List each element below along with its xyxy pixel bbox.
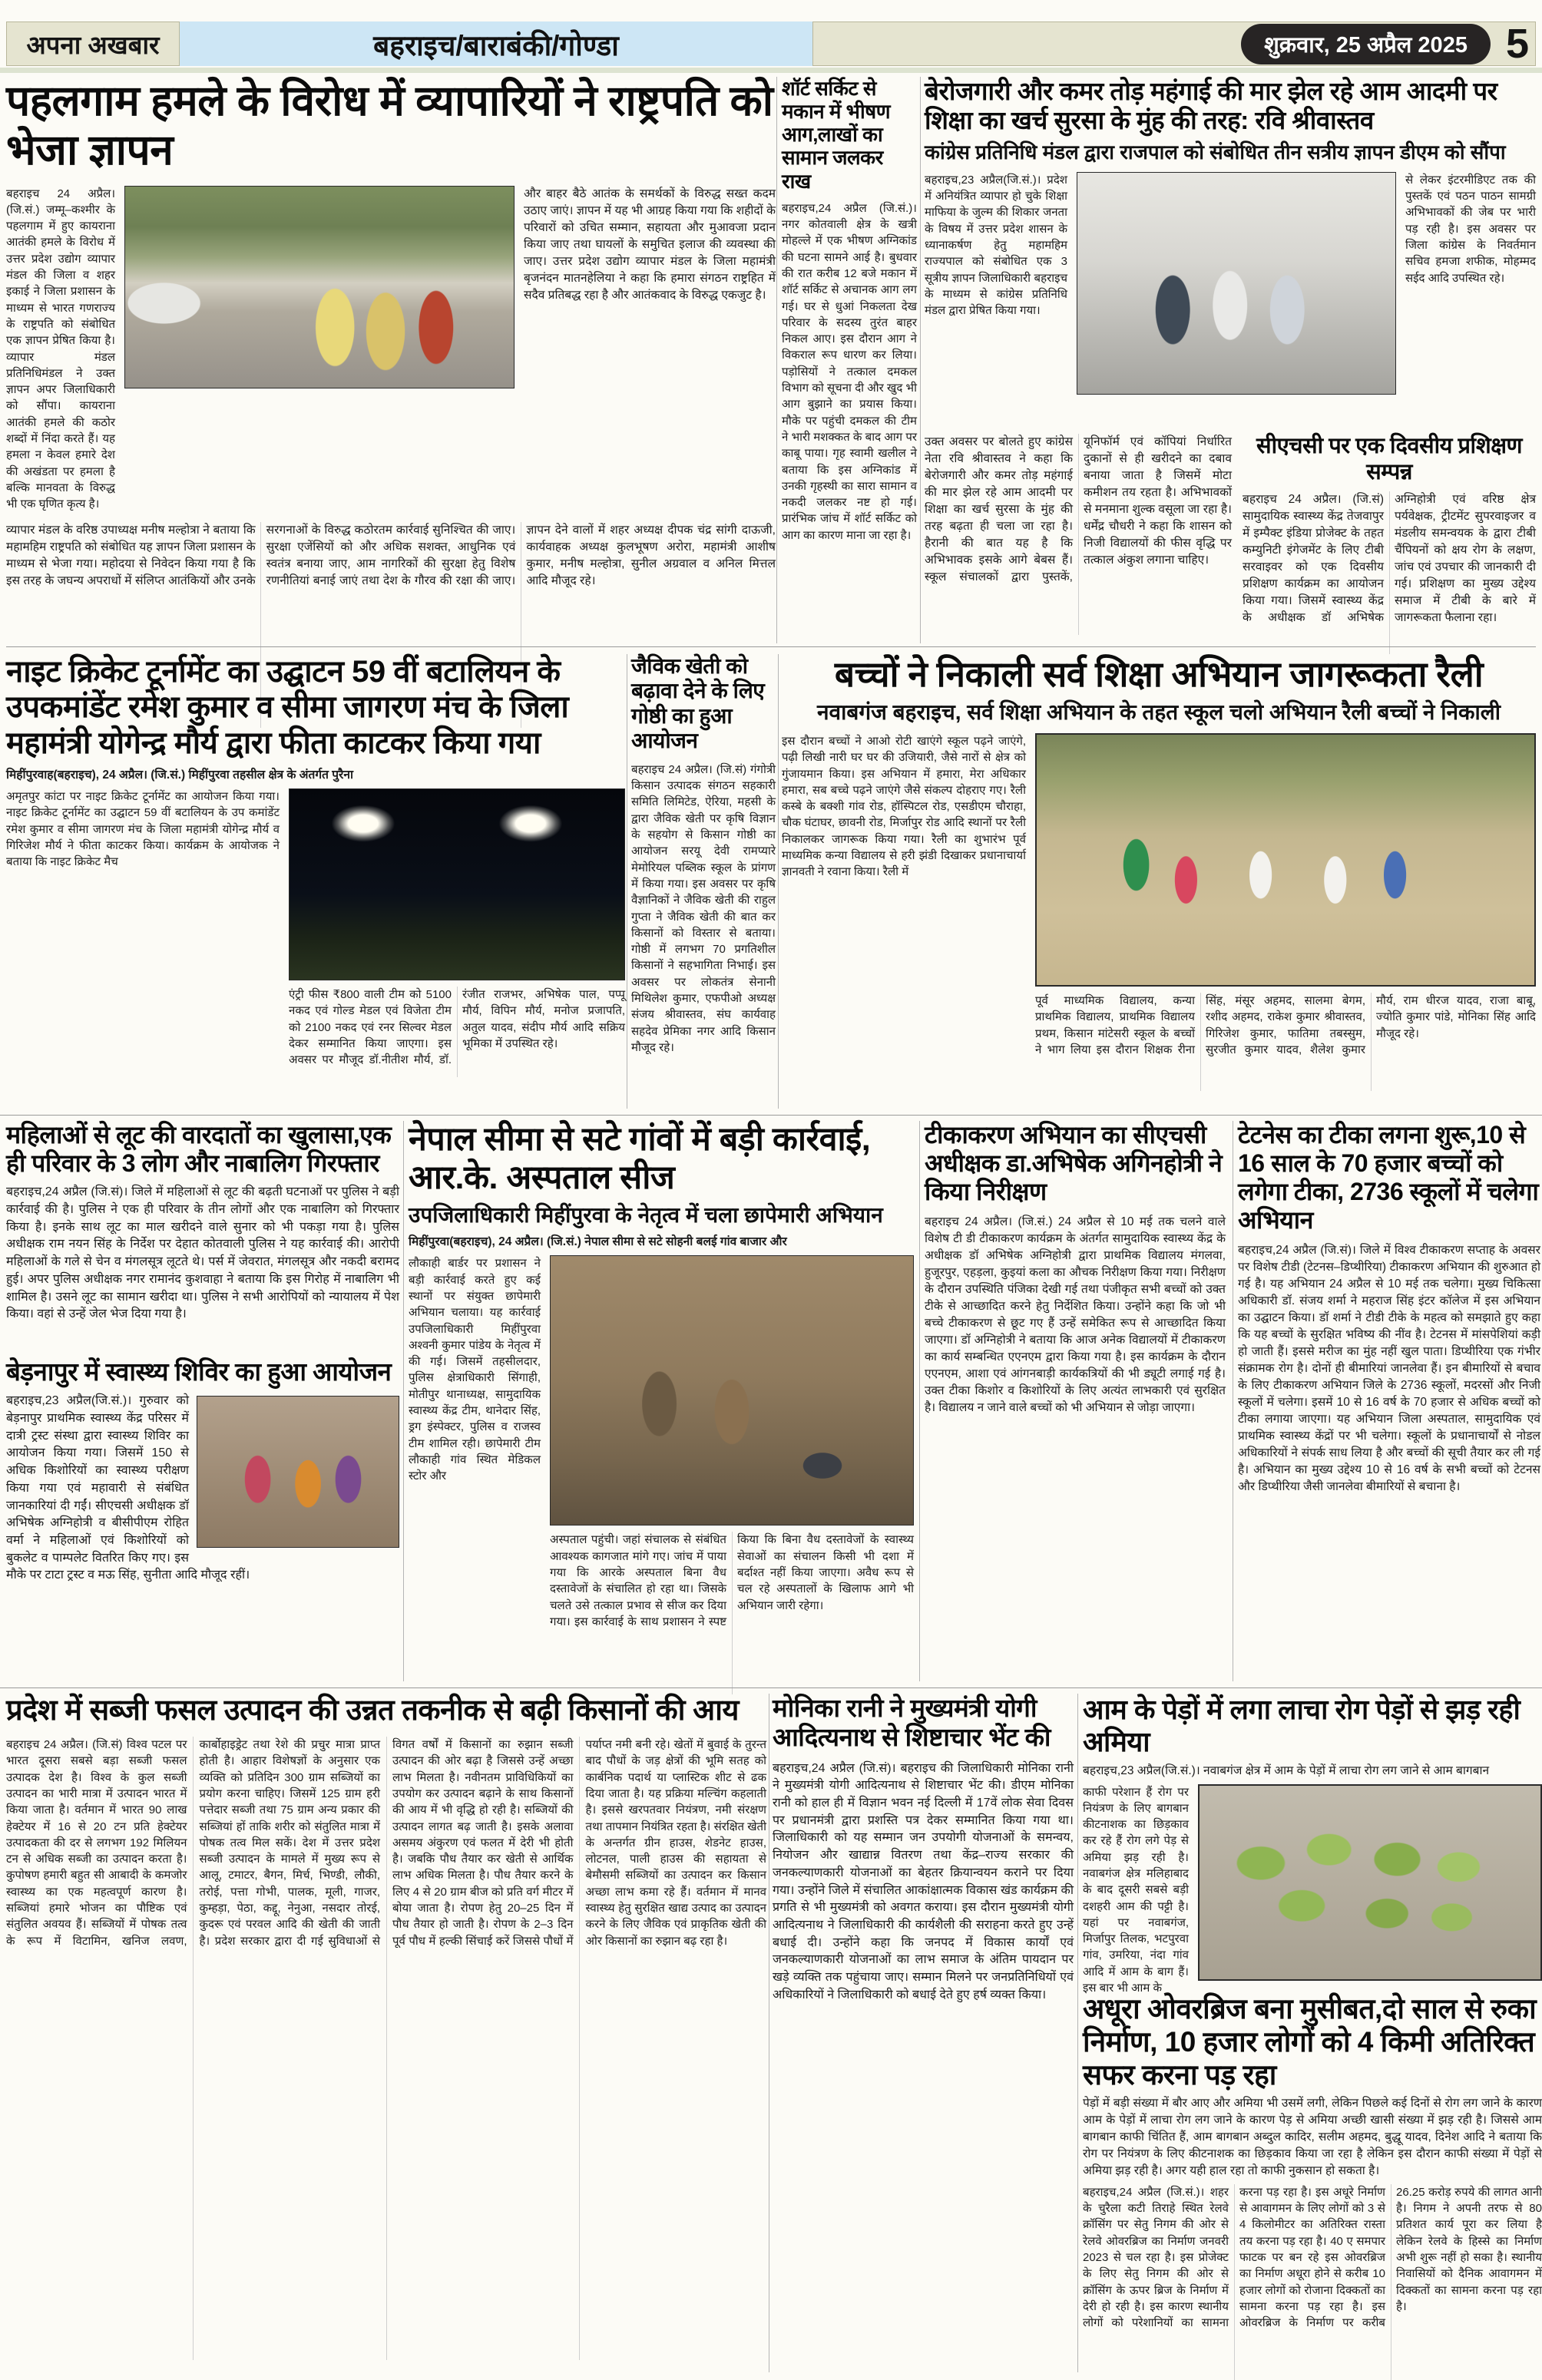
article-text: और बाहर बैठे आतंक के समर्थकों के विरुद्ध सख्त कदम उठाए जाएं। ज्ञापन में यह भी आग्रह किया गया कि शहीदों के परिवारों को उचित सम्मान, सहायता और मुआवजा प्रदान किया जाए तथा घायलों के समुचित इलाज की व्यवस्था की जाए। उत्तर प्रदेश उद्योग व्यापार मंडल के जिला महामंत्री बृजनंदन मातनहेलिया ने कहा कि हमारा संगठन राष्ट्रहित में सदैव प्रतिबद्ध रहा है और आतंकवाद के विरुद्ध एकजुट है।: [524, 187, 776, 302]
date-band: [812, 21, 1536, 66]
headline: प्रदेश में सब्जी फसल उत्पादन की उन्नत तकनीक से बढ़ी किसानों की आय: [6, 1694, 739, 1727]
newspaper-brand: अपना अखबार: [6, 21, 180, 66]
article-text: एंट्री फीस ₹800 वाली टीम को 5100 नकद एवं गोल्ड मेडल एवं विजेता टीम को 2100 नकद एवं रनर सिल्वर मेडल देकर सम्मानित किया जाएगा। इस अवसर पर मौजूद डॉ.नीतीश मौर्य, डॉ. रंजीत राजभर, अभिषेक पाल, पप्पू मौर्य, विपिन मौर्य, मनोज प्रजापति, अतुल यादव, संदीप मौर्य आदि सक्रिय भूमिका में उपस्थित रहे।: [289, 988, 625, 1067]
article-text: बहराइच 24 अप्रैल। (जि.सं.) 24 अप्रैल से 10 मई तक चलने वाले विशेष टी डी टीकाकरण कार्यक्रम के अंतर्गत सामुदायिक स्वास्थ्य केंद्र के अधीक्षक डॉ अभिषेक अग्निहोत्री द्वारा प्राथमिक विद्यालय मंगलवा, हुजूरपुर, एहड़ला, कुइयां कला का औचक निरीक्षण किया गया। निरीक्षण के दौरान उपस्थिति पंजिका देखी गई तथा पंजीकृत सभी बच्चों को उक्त टीके से आच्छादित करने हेतु निर्देशित किया। उन्होंने कहा कि जो भी बच्चे टीकाकरण से छूट गए हैं उन्हें समेकित रूप से आच्छादित किया जाएगा। डॉ अग्निहोत्री ने बताया कि आज अनेक विद्यालयों में टीकाकरण का कार्य सम्बन्धित एएनएम द्वारा किया गया है। इस कार्यक्रम के दौरान एएनएम, आशा एवं आंगनबाड़ी कार्यकत्रियों की भी ड्यूटी लगाई गई है। उक्त टीका किशोर व किशोरियों के लिए अत्यंत लाभकारी एवं सुरक्षित है। विद्यालय न जाने वाले बच्चों को भी अभियान से जोड़ा जाएगा।: [925, 1215, 1226, 1415]
headline: पहलगाम हमले के विरोध में व्यापारियों ने राष्ट्रपति को भेजा ज्ञापन: [6, 77, 773, 174]
photo-caption: पूर्व माध्यमिक विद्यालय, कन्या प्राथमिक विद्यालय, प्राथमिक विद्यालय प्रथम, किसान मांटेसरी स्कूल के बच्चों ने भाग लिया इस दौरान शिक्षक रीना सिंह, मंसूर अहमद, सालमा बेगम, रशीद अहमद, राकेश कुमार श्रीवास्तव, गिरिजेश कुमार, फातिमा तबस्सुम, सुरजीत कुमार यादव, शैलेश कुमार मौर्य, राम धीरज यादव, राजा बाबू, ज्योति कुमार पांडे, मोनिका सिंह आदि मौजूद रहे।: [1035, 993, 1536, 1056]
headline: मोनिका रानी ने मुख्यमंत्री योगी आदित्यनाथ से शिष्टाचार भेंट की: [773, 1694, 1051, 1752]
article-short-circuit: [782, 77, 917, 544]
headline: सीएचसी पर एक दिवसीय प्रशिक्षण सम्पन्न: [1256, 434, 1522, 484]
article-tetanus: [1238, 1121, 1540, 1496]
column-rule: [778, 654, 779, 1109]
article-teeka: [925, 1121, 1226, 1416]
article-text: बहराइच 24 अप्रैल। (जि.सं) विश्व पटल पर भारत दूसरा सबसे बड़ा सब्जी फसल उत्पादक देश है। विश्व के कुल सब्जी उत्पादन का भारी मात्रा में उत्पादन भारत में किया जाता है। वर्तमान में भारत 90 लाख हेक्टेयर में 16 से 20 टन प्रति हेक्टेयर उत्पादकता की दर से लगभग 192 मिलियन टन से अधिक सब्जी का उत्पादन करता है। कुपोषण हमारी बहुत सी आबादी के कमजोर स्वास्थ्य का एक महत्वपूर्ण कारण है। सब्जियां हमारे भोजन का पौष्टिक एवं संतुलित अवयव हैं। सब्जियों में पोषक तत्व के रूप में विटामिन, खनिज लवण, कार्बोहाइड्रेट तथा रेशे की प्रचुर मात्रा प्राप्त होती है। आहार विशेषज्ञों के अनुसार एक व्यक्ति को प्रतिदिन 300 ग्राम सब्जियों का प्रयोग करना चाहिए। जिसमें 125 ग्राम हरी पत्तेदार सब्जी तथा 75 ग्राम अन्य प्रकार की सब्जियां हों ताकि शरीर को संतुलित मात्रा में पोषक तत्व मिल सकें। देश में उत्तर प्रदेश सब्जी उत्पादन के मामले में मुख्य रूप से आलू, टमाटर, बैगन, मिर्च, भिण्डी, लौकी, तरोई, पत्ता गोभी, पालक, मूली, गाजर, कुम्हड़ा, पेठा, कद्दू, नेनुआ, नसदार तोरई, कुदरू एवं परवल आदि की खेती की जाती है। प्रदेश सरकार द्वारा दी गई सुविधाओं से विगत वर्षों में किसानों का रुझान सब्जी उत्पादन की ओर बढ़ा है जिससे उन्हें अच्छा लाभ मिलता है। नवीनतम प्राविधिकियों का उपयोग कर उत्पादन बढ़ाने के साथ किसानों की आय में भी वृद्धि हो रही है। सब्जियों की उत्पादन लागत बढ़ जाती है। इसके अलावा असमय अंकुरण एवं फलत में देरी भी होती है। जबकि पौध तैयार कर खेती से आर्थिक लाभ अधिक मिलता है। पौध तैयार करने के लिए 4 से 20 ग्राम बीज को प्रति वर्ग मीटर में बोया जाता है। रोपण हेतु 20–25 दिन में पौध तैयार हो जाती है। रोपण के 2–3 दिन पूर्व पौध में हल्की सिंचाई करें जिससे पौधों में पर्याप्त नमी बनी रहे। खेतों में बुवाई के तुरन्त बाद पौधों के जड़ क्षेत्रों की भूमि सतह को कार्बनिक पदार्थ या प्लास्टिक शीट से ढक दिया जाता है। यह प्रक्रिया मल्चिंग कहलाती है। इससे खरपतवार नियंत्रण, नमी संरक्षण तथा तापमान नियंत्रित रहता है। संरक्षित खेती के अन्तर्गत ग्रीन हाउस, शेडनेट हाउस, लोटनल, पाली हाउस की सहायता से बेमौसमी सब्जियों का उत्पादन कर किसान अच्छा लाभ कमा रहे हैं। वर्तमान में मानव स्वास्थ्य हेतु सुरक्षित खाद्य उत्पाद का उत्पादन करने के लिए जैविक एवं प्राकृतिक खेती की ओर किसानों का रुझान बढ़ रहा है।: [6, 1738, 766, 1948]
article-text: अस्पताल पहुंची। जहां संचालक से संबंधित आवश्यक कागजात मांगे गए। जांच में पाया गया कि आरके अस्पताल बिना वैध दस्तावेजों के संचालित हो रहा था। जिसके चलते उसे तत्काल प्रभाव से सीज कर दिया गया। इस कार्रवाई के साथ प्रशासन ने स्पष्ट किया कि बिना वैध दस्तावेजों के स्वास्थ्य सेवाओं का संचालन किसी भी दशा में बर्दाश्त नहीं किया जाएगा। अवैध रूप से चल रहे अस्पतालों के खिलाफ आगे भी अभियान जारी रहेगा।: [550, 1533, 914, 1628]
article-text: बहराइच 24 अप्रैल। (जि.सं) गंगोत्री किसान उत्पादक संगठन सहकारी समिति लिमिटेड, ऐरिया, महसी के द्वारा जैविक खेती पर कृषि विज्ञान के सहयोग से किसान गोष्ठी का आयोजन सरयू देवी रामप्यारे मेमोरियल पब्लिक स्कूल के प्रांगण में किया गया। इस अवसर पर कृषि वैज्ञानिकों ने जैविक खेती की राहुल गुप्ता ने जैविक खेती की बात कर किसानों को विस्तार से बताया। गोष्ठी में लगभग 70 प्रगतिशील किसानों ने सहभागिता निभाई। इस अवसर पर लोकतंत्र सेनानी मिथिलेश कुमार, एफपीओ अध्यक्ष संजय श्रीवास्तव, संघ कार्यवाह सहदेव प्रेमिका नगर आदि किसान मौजूद रहे।: [631, 762, 776, 1054]
hospital-raid-photo: [550, 1255, 914, 1526]
dateline: बहराइच,23 अप्रैल(जि.सं.)। नवाबगंज क्षेत्र में आम के पेड़ों में लाचा रोग लग जाने से आम बागबान: [1083, 1764, 1490, 1777]
article-night-cricket: [6, 654, 625, 1077]
health-camp-photo: [197, 1396, 399, 1548]
column-rule: [920, 77, 921, 643]
headline: बेड़नापुर में स्वास्थ्य शिविर का हुआ आयोजन: [6, 1357, 392, 1386]
headline: नाइट क्रिकेट टूर्नामेंट का उद्घाटन 59 वीं बटालियन के उपकमांडेंट रमेश कुमार व सीमा जागरण मंच के जिला महामंत्री योगेन्द्र मौर्य द्वारा फीता काटकर किया गया: [6, 655, 569, 760]
column-rule: [1077, 1694, 1078, 2372]
article-chc-training: [1243, 434, 1536, 654]
night-cricket-photo: [289, 788, 625, 980]
headline: अधूरा ओवरब्रिज बना मुसीबत,दो साल से रुका निर्माण, 10 हजार लोगों को 4 किमी अतिरिक्त सफर करना पड़ रहा: [1083, 1993, 1537, 2091]
article-text: बहराइच 24 अप्रैल। (जि.सं.) जम्मू–कश्मीर के पहलगाम में हुए कायराना आतंकी हमले के विरोध में उत्तर प्रदेश उद्योग व्यापार मंडल की जिला व शहर इकाई ने जिला प्रशासन के माध्यम से भारत गणराज्य के राष्ट्रपति को संबोधित एक ज्ञापन प्रेषित किया है। व्यापार मंडल प्रतिनिधिमंडल ने उक्त ज्ञापन अपर जिलाधिकारी को सौंपा। कायराना आतंकी हमले की कठोर शब्दों में निंदा करते हैं। यह हमला न केवल हमारे देश की अखंडता पर हमला है बल्कि मानवता के विरुद्ध भी एक घृणित कृत्य है।: [6, 187, 115, 511]
article-congress: [925, 77, 1536, 395]
subheadline: उपजिलाधिकारी मिहींपुरवा के नेतृत्व में चला छापेमारी अभियान: [409, 1202, 883, 1227]
headline: टेटनेस का टीका लगना शुरू,10 से 16 साल के 70 हजार बच्चों को लगेगा टीका, 2736 स्कूलों में चलेगा अभियान: [1238, 1121, 1539, 1235]
article-text: लौकाही बार्डर पर प्रशासन ने बड़ी कार्रवाई करते हुए कई स्थानों पर संयुक्त छापेमारी अभियान चलाया। यह कार्रवाई उपजिलाधिकारी मिहींपुरवा अश्वनी कुमार पांडेय के नेतृत्व में की गई। जिसमें तहसीलदार, पुलिस क्षेत्राधिकारी सिंगाही, मोतीपुर थानाध्यक्ष, सामुदायिक स्वास्थ्य केंद्र टीम, थानेदार सिंह, ड्रग इंस्पेक्टर, पुलिस व राजस्व टीम शामिल रही। छापेमारी टीम लौकाही गांव स्थित मेडिकल स्टोर और: [409, 1257, 541, 1483]
page-number: 5: [1505, 21, 1529, 67]
article-text: बहराइच,24 अप्रैल (जि.सं.)। शहर के चुरैला कटी तिराहे स्थित रेलवे क्रॉसिंग पर सेतु निगम की ओर से रेलवे ओवरब्रिज का निर्माण जनवरी 2023 से चल रहा है। इस प्रोजेक्ट के लिए सेतु निगम की ओर से क्रॉसिंग के ऊपर ब्रिज के निर्माण में देरी हो रही है। इस कारण स्थानीय लोगों को परेशानियों का सामना करना पड़ रहा है। इस अधूरे निर्माण से आवागमन के लिए लोगों को 3 से 4 किलोमीटर का अतिरिक्त रास्ता तय करना पड़ रहा है। 40 ए समपार फाटक पर बन रहे इस ओवरब्रिज का निर्माण अधूरा होने से करीब 10 हजार लोगों को रोजाना दिक्कतों का सामना करना पड़ रहा है। इस ओवरब्रिज के निर्माण पर करीब 26.25 करोड़ रुपये की लागत आनी है। निगम ने अपनी तरफ से 80 प्रतिशत कार्य पूरा कर लिया है लेकिन रेलवे के हिस्से का निर्माण अभी शुरू नहीं हो सका है। स्थानीय निवासियों को दैनिक आवागमन में दिक्कतों का सामना करना पड़ रहा है।: [1083, 2185, 1542, 2330]
article-text: बहराइच,23 अप्रैल(जि.सं.)। प्रदेश में अनियंत्रित व्यापार हो चुके शिक्षा माफिया के जुल्म की शिकार जनता के विषय में उत्तर प्रदेश शासन के ध्यानाकर्षण हेतु महामहिम राज्यपाल को संबोधित एक 3 सूत्रीय ज्ञापन जिलाधिकारी बहराइच के माध्यम से कांग्रेस प्रतिनिधि मंडल द्वारा प्रेषित किया गया।: [925, 173, 1067, 318]
headline: आम के पेड़ों में लगा लाचा रोग पेड़ों से झड़ रही अमिया: [1083, 1694, 1520, 1757]
divider: [0, 1115, 1542, 1116]
headline: शॉर्ट सर्किट से मकान में भीषण आग,लाखों का सामान जलकर राख: [782, 77, 891, 193]
article-loot: [6, 1121, 399, 1324]
article-sabji: [6, 1694, 766, 2360]
headline: बच्चों ने निकाली सर्व शिक्षा अभियान जागरूकता रैली: [834, 654, 1484, 694]
article-text: इस दौरान बच्चों ने आओ रोटी खाएंगे स्कूल पढ़ने जाएंगे, पढ़ी लिखी नारी घर घर की उजियारी, जैसे नारों से क्षेत्र को गुंजायमान किया। इस अभियान में हमारा, मेरा अधिकार हमारा, सब बच्चे पढ़ने जाएंगे जैसे संकल्प दोहराए गए। रैली कस्बे के बक्शी गांव रोड, हॉस्पिटल रोड, एसडीएम चौराहा, चौक घंटाघर, छावनी रोड, मिर्जापुर रोड आदि स्थानों पर रैली निकालकर जागरूक किया गया। रैली का शुभारंभ पूर्व माध्यमिक कन्या विद्यालय से हरी झंडी दिखाकर प्रधानाचार्या ज्ञानवती ने रवाना किया। रैली में: [782, 734, 1026, 879]
divider: [0, 1687, 1542, 1688]
article-bednapur: [6, 1357, 399, 1585]
article-jaivik: [631, 654, 776, 1056]
edition-region: बहराइच/बाराबंकी/गोण्डा: [180, 21, 812, 66]
congress-delegation-photo: [1077, 172, 1396, 395]
masthead: [6, 21, 1536, 66]
article-text: व्यापार मंडल के वरिष्ठ उपाध्यक्ष मनीष मल्होत्रा ने बताया कि महामहिम राष्ट्रपति को संबोधित यह ज्ञापन जिला प्रशासन के माध्यम से भेजा गया। महोदया से निवेदन किया गया है कि इस तरह के जघन्य अपराधों में संलिप्त आतंकियों और उनके सरगनाओं के विरुद्ध कठोरतम कार्रवाई सुनिश्चित की जाए। सुरक्षा एजेंसियों को और अधिक सशक्त, आधुनिक एवं स्वतंत्र बनाया जाए, आम नागरिकों की सुरक्षा हेतु विशेष रणनीतियां बनाई जाएं तथा देश के गौरव की रक्षा की जाए। ज्ञापन देने वालों में शहर अध्यक्ष दीपक चंद्र सांगी दाऊजी, कार्यवाहक अध्यक्ष कुलभूषण अरोरा, महामंत्री आशीष कुमार, मनीष मल्होत्रा, सुनील अग्रवाल व अनिल मित्तल आदि मौजूद रहे।: [6, 523, 776, 587]
article-text: से लेकर इंटरमीडिएट तक की पुस्तकें एवं पठन पाठन सामग्री अभिभावकों की जेब पर भारी पड़ रही है। इस अवसर पर जिला कांग्रेस के निवर्तमान सचिव हमजा शफीक, मोहम्मद सईद आदि उपस्थित रहे।: [1405, 173, 1536, 285]
headline: टीकाकरण अभियान का सीएचसी अधीक्षक डा.अभिषेक अगिनहोत्री ने किया निरीक्षण: [925, 1121, 1223, 1206]
article-text: बहराइच,24 अप्रैल (जि.सं)। जिले में महिलाओं से लूट की बढ़ती घटनाओं पर पुलिस ने बड़ी कार्रवाई की है। पुलिस ने एक ही परिवार के तीन लोगों और एक नाबालिग को गिरफ्तार किया है। इनके साथ लूट का माल खरीदने वाले सुनार को भी पकड़ा गया है। पुलिस अधीक्षक राम नयन सिंह के निर्देश पर देहात कोतवाली पुलिस ने यह कार्रवाई की। आरोपी महिलाओं के गले से चेन व मंगलसूत्र लूटते थे। पर्स में जेवरात, मंगलसूत्र और नकदी बरामद हुई। अपर पुलिस अधीक्षक नगर रामानंद कुशवाहा ने बताया कि इस गिरोह में नाबालिग भी शामिल है। उसने लूट का सामान खरीदा था। पुलिस ने सभी आरोपियों को न्यायालय में पेश किया। वहां से उन्हें जेल भेज दिया गया है।: [6, 1185, 399, 1321]
article-text: काफी परेशान हैं रोग पर नियंत्रण के लिए बागबान कीटनाशक का छिड़काव कर रहे हैं रोग लगे पेड़ से अमिया झड़ रही है। नवाबगंज क्षेत्र मलिहाबाद के बाद दूसरी सबसे बड़ी दशहरी आम की पट्टी है। यहां पर नवाबगंज, मिर्जापुर तिलक, भटपुरवा गांव, उमरिया, नंदा गांव आदि में आम के बाग हैं। इस बार भी आम के: [1083, 1785, 1189, 1995]
headline: महिलाओं से लूट की वारदातों का खुलासा,एक ही परिवार के 3 लोग और नाबालिग गिरफ्तार: [6, 1121, 392, 1178]
column-rule: [776, 77, 777, 643]
article-nepal-raid: [409, 1121, 914, 1694]
headline: जैविक खेती को बढ़ावा देने के लिए गोष्ठी का हुआ आयोजन: [631, 654, 765, 753]
rally-photo: [1035, 733, 1536, 987]
article-congress-continued: [925, 434, 1232, 635]
column-rule: [403, 1121, 404, 1681]
article-text: पेड़ों में बड़ी संख्या में बौर आए और अमिया भी उसमें लगी, लेकिन पिछले कई दिनों से रोग लग जाने के कारण आम के पेड़ों में लाचा रोग लग जाने के कारण पेड़ से अमिया अच्छी खासी संख्या में झड़ रही है। जिससे आम बागबान काफी चिंतित हैं, आम बागबान अब्दुल कादिर, सलीम अहमद, बुद्धू यादव, दिनेश आदि ने बताया कि रोग पर नियंत्रण के लिए कीटनाशक का छिड़काव किया जा रहा है लेकिन इस दौरान काफी संख्या में पेड़ों से अमिया झड़ रही है। अगर यही हाल रहा तो काफी नुकसान हो सकता है।: [1083, 2096, 1542, 2177]
headline: बेरोजगारी और कमर तोड़ महंगाई की मार झेल रहे आम आदमी पर शिक्षा का खर्च सुरसा के मुंह की तरह: रवि श्रीवास्तव: [925, 77, 1497, 135]
memorandum-handover-photo: [124, 186, 515, 388]
article-text: बहराइच,24 अप्रैल (जि.सं.)। नगर कोतवाली क्षेत्र के खत्री मोहल्ले में एक भीषण अग्निकांड की घटना सामने आई है। बुधवार की रात करीब 12 बजे मकान में शॉर्ट सर्किट से अचानक आग लग गई। घर से धुआं निकलता देख परिवार के सदस्य तुरंत बाहर निकल आए। इस दौरान आग ने विकराल रूप धारण कर लिया। पड़ोसियों ने तत्काल दमकल विभाग को सूचना दी और खुद भी आग बुझाने का प्रयास किया। मौके पर पहुंची दमकल की टीम ने भारी मशक्कत के बाद आग पर काबू पाया। गृह स्वामी खलील ने बताया कि इस अग्निकांड में उनकी गृहस्थी का सारा सामान व नकदी जलकर नष्ट हो गई। प्रारंभिक जांच में शॉर्ट सर्किट को आग का कारण माना जा रहा है।: [782, 201, 917, 542]
dateline: मिहींपुरवाह(बहराइच), 24 अप्रैल। (जि.सं.) मिहींपुरवा तहसील क्षेत्र के अंतर्गत पुरैना: [6, 769, 353, 782]
article-text: बहराइच,24 अप्रैल (जि.सं)। जिले में विश्व टीकाकरण सप्ताह के अवसर पर विशेष टीडी (टेटनस–डिप्थीरिया) टीकाकरण अभियान की शुरुआत हो गई है। यह अभियान 24 अप्रैल से 10 मई तक चलेगा। मुख्य चिकित्सा अधिकारी डॉ. संजय शर्मा ने महराज सिंह इंटर कॉलेज में इस अभियान का उद्घाटन किया। डॉ शर्मा ने टीडी टीके के महत्व को समझाते हुए कहा कि यह बच्चों के सुरक्षित भविष्य की नींव है। टेटनस में मांसपेशियां कड़ी हो जाती हैं। इससे मरीज का मुंह नहीं खुल पाता। डिप्थीरिया एक गंभीर संक्रामक रोग है। दोनों ही बीमारियां जानलेवा हैं। इन बीमारियों से बचाव के लिए टीकाकरण अभियान जिले के 2736 स्कूलों, मदरसों और निजी स्कूलों में चलेगा। इसमें 10 से 16 वर्ष के 70 हजार से अधिक बच्चों को टीका लगाया जाएगा। यह अभियान जिला अस्पताल, सामुदायिक एवं प्राथमिक स्वास्थ्य केंद्रों पर भी चलेगा। स्कूलों के प्रधानाचार्यों से नोडल अधिकारियों ने संपर्क साध लिया है और बच्चों की सूची तैयार कर ली गई है। अभियान का मुख्य उद्देश्य 10 से 16 वर्ष के सभी बच्चों को टेटनस और डिप्थीरिया जैसी जानलेवा बीमारियों से बचाना है।: [1238, 1244, 1540, 1494]
mango-photo: [1198, 1784, 1542, 1981]
column-rule: [919, 1121, 920, 1681]
dateline: मिहींपुरवा(बहराइच), 24 अप्रैल। (जि.सं.) नेपाल सीमा से सटे सोहनी बलई गांव बाजार और: [409, 1235, 787, 1249]
subheadline: कांग्रेस प्रतिनिधि मंडल द्वारा राजपाल को संबोधित तीन सत्रीय ज्ञापन डीएम को सौंपा: [925, 140, 1506, 164]
date-pill: शुक्रवार, 25 अप्रैल 2025: [1241, 24, 1491, 64]
headline: नेपाल सीमा से सटे गांवों में बड़ी कार्रवाई, आर.के. अस्पताल सीज: [409, 1121, 871, 1196]
subheadline: नवाबगंज बहराइच, सर्व शिक्षा अभियान के तहत स्कूल चलो अभियान रैली बच्चों ने निकाली: [816, 700, 1501, 725]
article-overbridge: [1083, 1993, 1542, 2380]
article-pahalgam: [6, 77, 776, 728]
article-monika: [773, 1694, 1074, 2005]
article-mango: [1083, 1694, 1542, 1996]
article-text: बहराइच,23 अप्रैल(जि.सं.)। गुरुवार को बेड़नापुर प्राथमिक स्वास्थ्य केंद्र परिसर में दात्री ट्रस्ट संस्था द्वारा स्वास्थ्य शिविर का आयोजन किया गया। जिसमें 150 से अधिक किशोरियों का स्वास्थ्य परीक्षण किया गया एवं महावारी से संबंधित जानकारियां दी गईं। सीएचसी अधीक्षक डॉ अभिषेक अग्निहोत्री व बीसीपीएम रोहित वर्मा ने महिलाओं एवं किशोरियों को बुकलेट व पाम्पलेट वितरित किए गए। इस मौके पर टाटा ट्रस्ट व मऊ सिंह, सुनीता आदि मौजूद रहीं।: [6, 1394, 250, 1582]
article-text: बहराइच 24 अप्रैल। (जि.सं) सामुदायिक स्वास्थ्य केंद्र तेजवापुर में इम्पैक्ट इंडिया प्रोजेक्ट के तहत कम्युनिटी इंगेजमेंट के लिए टीबी सरवाइवर को एक दिवसीय प्रशिक्षण कार्यक्रम का आयोजन किया गया। जिसमें स्वास्थ्य केंद्र के अधीक्षक डॉ अभिषेक अग्निहोत्री एवं वरिष्ठ क्षेत्र पर्यवेक्षक, ट्रीटमेंट सुपरवाइजर व मंडलीय समन्वयक के द्वारा टीबी चैंपियनों को क्षय रोग के लक्षण, जांच एवं उपचार की जानकारी दी गई। प्रशिक्षण का मुख्य उद्देश्य समाज में टीबी के बारे में जागरूकता फैलाना रहा।: [1243, 493, 1536, 625]
article-text: उक्त अवसर पर बोलते हुए कांग्रेस नेता रवि श्रीवास्तव ने कहा कि बेरोजगारी और कमर तोड़ महंगाई की मार झेल रहे आम आदमी पर शिक्षा का खर्च सुरसा के मुंह की तरह बढ़ता ही चला जा रहा है। हैरानी की बात यह है कि अभिभावक इसके आगे बेबस हैं। स्कूल संचालकों द्वारा पुस्तकें, यूनिफॉर्म एवं कॉपियां निर्धारित दुकानों से ही खरीदने का दबाव बनाया जाता है जिसमें मोटा कमीशन तय रहता है। अभिभावकों से मनमाना शुल्क वसूला जा रहा है। धर्मेंद्र चौधरी ने कहा कि शासन को निजी विद्यालयों की फीस वृद्धि पर तत्काल अंकुश लगाना चाहिए।: [925, 435, 1232, 583]
article-text: बहराइच,24 अप्रैल (जि.सं)। बहराइच की जिलाधिकारी मोनिका रानी ने मुख्यमंत्री योगी आदित्यनाथ से शिष्टाचार भेंट की। डीएम मोनिका रानी को हाल ही में विज्ञान भवन नई दिल्ली में 17वें लोक सेवा दिवस पर प्रधानमंत्री द्वारा प्रशस्ति पत्र देकर सम्मानित किया गया था। जिलाधिकारी को यह सम्मान जन उपयोगी योजनाओं के समन्वय, नियोजन और खाद्यान्न वितरण तथा केंद्र–राज्य सरकार की जनकल्याणकारी योजनाओं का बेहतर क्रियान्वयन कराने पर दिया गया। उन्होंने जिले में संचालित आकांक्षात्मक विकास खंड कार्यक्रम की प्रगति से भी मुख्यमंत्री को अवगत कराया। इस दौरान मुख्यमंत्री योगी आदित्यनाथ ने जिलाधिकारी की कार्यशैली की सराहना करते हुए उन्हें बधाई दी। उन्होंने कहा कि जनपद में विकास कार्यों एवं जनकल्याणकारी योजनाओं का लाभ समाज के अंतिम पायदान पर खड़े व्यक्ति तक पहुंचाया जाए। सम्मान मिलने पर जनप्रतिनिधियों एवं अधिकारियों ने जिलाधिकारी को बधाई देते हुए हर्ष व्यक्त किया।: [773, 1761, 1074, 2002]
article-rally: [782, 654, 1536, 1091]
article-text: अमृतपुर कांटा पर नाइट क्रिकेट टूर्नामेंट का आयोजन किया गया। नाइट क्रिकेट टूर्नामेंट का उद्घाटन 59 वीं बटालियन के उप कमांडेंट रमेश कुमार व सीमा जागरण मंच के जिला महामंत्री योगेन्द्र मौर्य व गिरिजेश मौर्य ने फीता काटकर किया। कार्यक्रम के आयोजक ने बताया कि नाइट क्रिकेट मैच: [6, 790, 280, 869]
divider: [6, 646, 1536, 647]
divider: [0, 68, 1542, 73]
